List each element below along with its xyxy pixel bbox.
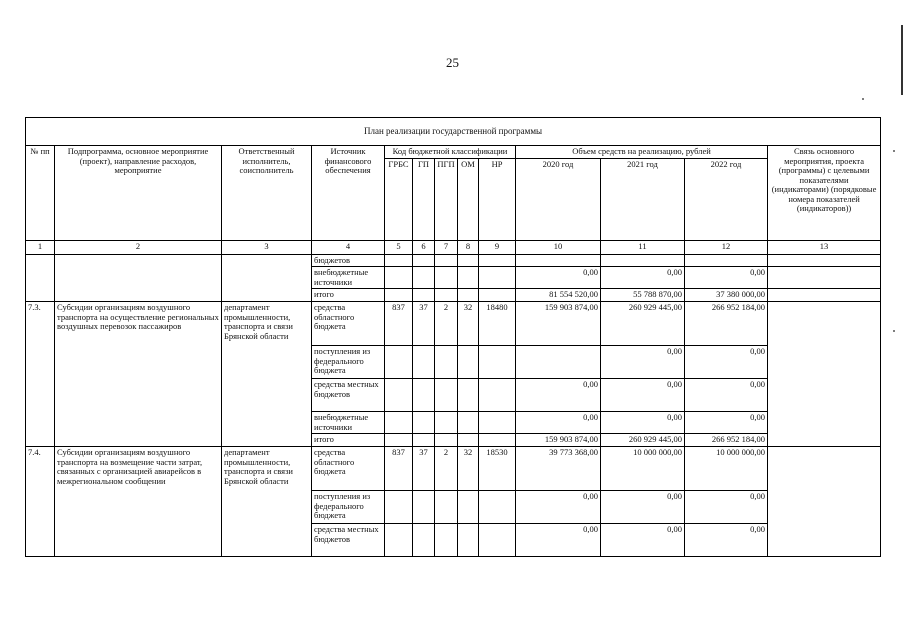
amount-cell: 10 000 000,00 [685,447,768,491]
header-om: ОМ [458,158,479,240]
code-cell: 18480 [479,302,516,346]
amount-cell: 0,00 [601,412,685,434]
amount-cell: 0,00 [516,379,601,412]
amount-cell: 0,00 [516,491,601,524]
col-number: 11 [601,240,685,254]
amount-cell: 159 903 874,00 [516,434,601,447]
amount-cell: 0,00 [516,412,601,434]
col-number: 4 [312,240,385,254]
header-gp: ГП [413,158,435,240]
amount-cell: 39 773 368,00 [516,447,601,491]
table-row [26,447,881,491]
table-row [26,302,881,346]
row-responsible: департамент промышленности, транспорта и связи Брянской области [222,447,312,557]
col-number: 5 [385,240,413,254]
header-name: Подпрограмма, основное мероприятие (проект), направление расходов, мероприятие [55,146,222,241]
header-row [26,146,881,159]
header-source: Источник финансового обеспечения [312,146,385,241]
amount-cell: 0,00 [685,346,768,379]
table-title: План реализации государственной программы [26,118,881,146]
amount-cell: 0,00 [601,491,685,524]
row-name: Субсидии организациям воздушного транспорта на осуществление региональных воздушных перевозок пассажиров [55,302,222,447]
header-pgp: ПГП [435,158,458,240]
source-cell: бюджетов [312,254,385,267]
header-2022: 2022 год [685,158,768,240]
header-2020: 2020 год [516,158,601,240]
code-cell: 2 [435,302,458,346]
amount-cell: 81 554 520,00 [516,289,601,302]
header-grbs: ГРБС [385,158,413,240]
cont-num [26,254,55,302]
scan-dot [862,98,864,100]
amount-cell: 0,00 [601,379,685,412]
table-row [26,254,881,267]
row-num: 7.4. [26,447,55,557]
source-cell: внебюджетные источники [312,412,385,434]
program-plan-table [25,117,881,557]
code-cell: 837 [385,447,413,491]
col-number: 6 [413,240,435,254]
amount-cell: 0,00 [685,491,768,524]
col-number: 8 [458,240,479,254]
amount-cell: 37 380 000,00 [685,289,768,302]
amount-cell: 0,00 [516,267,601,289]
cont-name [55,254,222,302]
header-volume-group: Объем средств на реализацию, рублей [516,146,768,159]
amount-cell: 266 952 184,00 [685,434,768,447]
header-responsible: Ответственный исполнитель, соисполнитель [222,146,312,241]
source-cell: итого [312,289,385,302]
col-number: 13 [768,240,881,254]
header-code-group: Код бюджетной классификации [385,146,516,159]
row-responsible: департамент промышленности, транспорта и связи Брянской области [222,302,312,447]
amount-cell: 55 788 870,00 [601,289,685,302]
header-2021: 2021 год [601,158,685,240]
col-number: 1 [26,240,55,254]
source-cell: средства областного бюджета [312,447,385,491]
code-cell: 37 [413,302,435,346]
amount-cell: 0,00 [516,524,601,557]
code-cell: 18530 [479,447,516,491]
source-cell: поступления из федерального бюджета [312,346,385,379]
source-cell: средства местных бюджетов [312,379,385,412]
amount-cell: 0,00 [601,346,685,379]
amount-cell: 260 929 445,00 [601,434,685,447]
code-cell: 32 [458,447,479,491]
row-num: 7.3. [26,302,55,447]
col-number: 10 [516,240,601,254]
scan-edge-mark [901,25,903,95]
col-number: 3 [222,240,312,254]
source-cell: средства областного бюджета [312,302,385,346]
code-cell: 37 [413,447,435,491]
amount-cell: 0,00 [601,524,685,557]
header-link: Связь основного мероприятия, проекта (программы) с целевыми показателями (индикаторами) (порядковые номера показателей (индикаторов)) [768,146,881,241]
amount-cell: 0,00 [601,267,685,289]
amount-cell: 260 929 445,00 [601,302,685,346]
header-num: № пп [26,146,55,241]
scan-dot [893,330,895,332]
col-number: 12 [685,240,768,254]
amount-cell: 0,00 [685,267,768,289]
amount-cell [516,346,601,379]
source-cell: итого [312,434,385,447]
header-nr: НР [479,158,516,240]
scan-dot [893,150,895,152]
col-number: 7 [435,240,458,254]
source-cell: внебюджетные источники [312,267,385,289]
code-cell: 32 [458,302,479,346]
cont-resp [222,254,312,302]
code-cell: 837 [385,302,413,346]
col-number: 2 [55,240,222,254]
col-number: 9 [479,240,516,254]
amount-cell: 0,00 [685,412,768,434]
amount-cell: 0,00 [685,379,768,412]
source-cell: поступления из федерального бюджета [312,491,385,524]
amount-cell: 10 000 000,00 [601,447,685,491]
amount-cell: 0,00 [685,524,768,557]
amount-cell: 266 952 184,00 [685,302,768,346]
code-cell: 2 [435,447,458,491]
column-number-row [26,240,881,254]
page-number: 25 [446,55,459,70]
amount-cell: 159 903 874,00 [516,302,601,346]
row-name: Субсидии организациям воздушного транспорта на возмещение части затрат, связанных с организацией авиарейсов в межрегиональном сообщении [55,447,222,557]
source-cell: средства местных бюджетов [312,524,385,557]
